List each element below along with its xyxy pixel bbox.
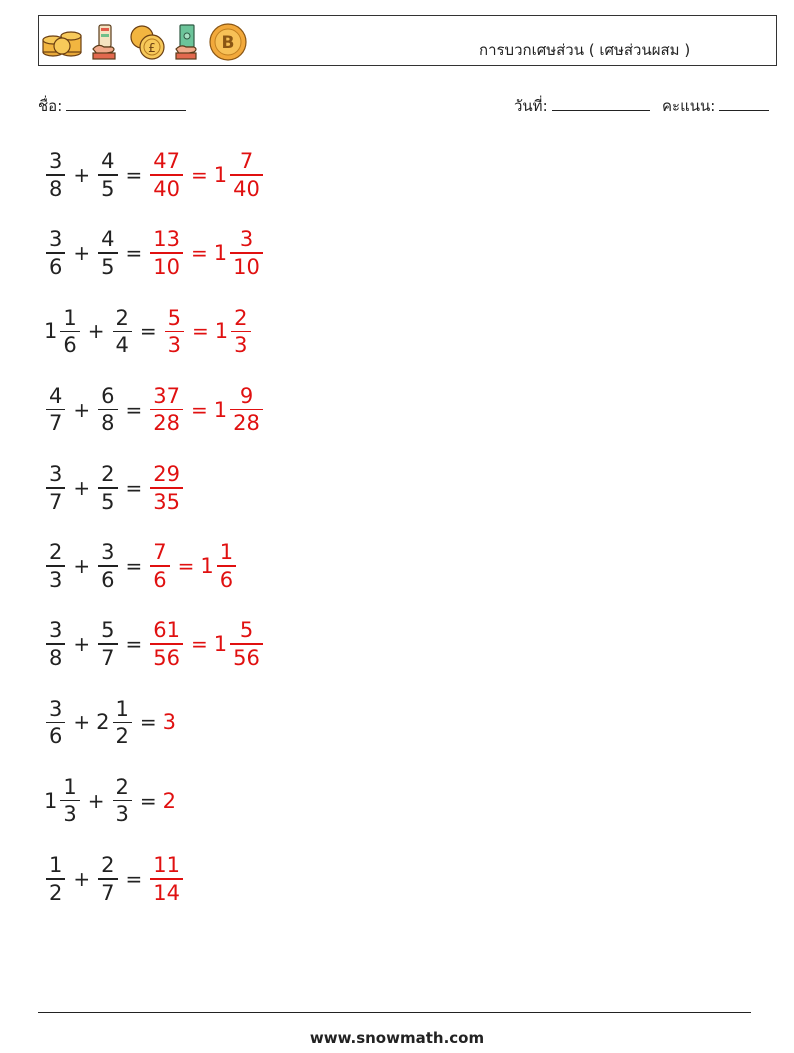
plus-sign: + <box>87 788 105 813</box>
addend-b <box>98 852 117 906</box>
addend-b <box>98 383 117 437</box>
addend-a-numerator: 3 <box>49 227 63 252</box>
answer-equals-sign: = <box>191 397 208 422</box>
name-blank[interactable] <box>66 95 186 111</box>
hand-cash-icon <box>174 23 200 61</box>
problem-row <box>44 690 177 754</box>
answer-mixed-denominator: 10 <box>233 254 260 279</box>
answer-fraction-numerator: 61 <box>153 618 181 643</box>
answer-fraction-denominator: 3 <box>167 333 182 358</box>
equals-sign: = <box>125 632 143 657</box>
answer-fraction-numerator: 11 <box>153 853 181 878</box>
addend-a-whole: 1 <box>44 788 58 813</box>
hand-card-icon <box>90 23 120 61</box>
answer-mixed-whole: 1 <box>213 632 228 657</box>
addend-b <box>113 305 132 359</box>
score-blank[interactable] <box>719 95 769 111</box>
name-field <box>38 94 186 118</box>
answer-mixed <box>230 383 263 437</box>
answer-mixed-numerator: 2 <box>234 305 248 330</box>
answer-fraction-denominator: 14 <box>153 880 181 905</box>
date-label: วันที่: <box>514 97 548 115</box>
answer <box>148 852 185 906</box>
answer-whole: 3 <box>162 710 177 735</box>
answer-mixed-numerator: 9 <box>239 383 254 408</box>
answer-equals-sign: = <box>191 241 208 266</box>
answer <box>163 305 253 359</box>
plus-sign: + <box>73 710 91 735</box>
equals-sign: = <box>125 554 143 578</box>
addend-b-numerator: 5 <box>101 618 115 643</box>
addend-b-denominator: 7 <box>101 645 115 670</box>
addend-a-numerator: 3 <box>49 618 63 643</box>
addend-a <box>46 852 65 906</box>
answer-mixed-whole: 1 <box>213 397 228 422</box>
svg-text:£: £ <box>148 41 156 55</box>
addend-b-denominator: 3 <box>115 802 129 827</box>
header-icons <box>42 21 256 63</box>
problem-row <box>44 612 265 676</box>
addend-a-denominator: 8 <box>49 645 63 670</box>
answer-fraction <box>150 461 183 515</box>
addend-a-numerator: 3 <box>49 462 63 487</box>
answer-mixed <box>230 226 263 280</box>
addend-a <box>46 617 65 671</box>
footer-url: www.snowmath.com <box>309 1029 485 1047</box>
addend-a-numerator: 2 <box>49 540 63 565</box>
addend-b-denominator: 5 <box>101 176 115 201</box>
addend-b <box>113 696 132 750</box>
answer-fraction <box>150 617 183 671</box>
plus-sign: + <box>73 163 91 187</box>
problem-row <box>44 847 185 911</box>
addend-a <box>60 774 79 828</box>
answer-fraction-numerator: 47 <box>153 149 181 174</box>
equals-sign: = <box>125 475 143 500</box>
answer-fraction-numerator: 5 <box>167 305 182 330</box>
plus-sign: + <box>73 241 91 266</box>
equals-sign: = <box>125 866 143 891</box>
addend-b-numerator: 1 <box>115 696 129 721</box>
worksheet-title: การบวกเศษส่วน ( เศษส่วนผสม ) <box>479 41 691 59</box>
problem-row <box>44 769 177 833</box>
answer <box>148 148 265 202</box>
addend-b-numerator: 2 <box>115 305 129 330</box>
addend-a-numerator: 1 <box>49 853 63 878</box>
coin-stack-icon <box>42 26 82 58</box>
answer-fraction-denominator: 10 <box>153 254 181 279</box>
answer-fraction-denominator: 6 <box>153 567 167 592</box>
answer-mixed-denominator: 3 <box>234 333 248 358</box>
name-label: ชื่อ: <box>38 97 63 115</box>
addend-b-denominator: 4 <box>115 333 129 358</box>
equals-sign: = <box>139 319 157 344</box>
addend-b <box>98 148 117 202</box>
addend-a <box>46 539 65 593</box>
answer-fraction-denominator: 35 <box>153 489 181 514</box>
problem-row <box>44 299 253 363</box>
addend-a <box>46 461 65 515</box>
equals-sign: = <box>125 397 143 422</box>
addend-b-numerator: 4 <box>101 227 115 252</box>
answer-fraction-denominator: 28 <box>153 411 181 436</box>
plus-sign: + <box>73 475 91 500</box>
addend-b-numerator: 4 <box>101 149 115 174</box>
addend-b-denominator: 6 <box>101 567 115 592</box>
addend-b-denominator: 5 <box>101 489 115 514</box>
plus-sign: + <box>73 632 91 657</box>
addend-b-denominator: 2 <box>115 724 129 749</box>
answer-fraction-numerator: 7 <box>153 540 167 565</box>
plus-sign: + <box>73 866 91 891</box>
addend-b <box>113 774 132 828</box>
answer-whole: 2 <box>162 788 177 813</box>
answer-mixed-numerator: 7 <box>239 149 254 174</box>
problem-row <box>44 378 265 442</box>
answer-mixed-numerator: 3 <box>239 227 254 252</box>
header-box <box>38 15 777 66</box>
coins-icon <box>128 23 166 61</box>
plus-sign: + <box>73 554 91 578</box>
date-field <box>514 94 650 118</box>
addend-a <box>46 696 65 750</box>
addend-a-numerator: 1 <box>63 305 77 330</box>
answer <box>148 383 265 437</box>
answer-mixed-denominator: 56 <box>233 645 260 670</box>
answer-fraction <box>150 226 183 280</box>
problem-row <box>44 221 265 285</box>
addend-a <box>46 226 65 280</box>
equals-sign: = <box>139 788 157 813</box>
addend-b <box>98 226 117 280</box>
addend-a-denominator: 7 <box>49 489 63 514</box>
answer-equals-sign: = <box>191 632 208 657</box>
addend-b-numerator: 2 <box>115 774 129 799</box>
answer <box>163 789 177 813</box>
addend-b <box>98 539 117 593</box>
addend-a-numerator: 3 <box>49 696 63 721</box>
addend-b-numerator: 3 <box>101 540 115 565</box>
addend-a-denominator: 8 <box>49 176 63 201</box>
answer-fraction <box>150 148 183 202</box>
answer-fraction-numerator: 13 <box>153 227 181 252</box>
date-blank[interactable] <box>552 95 650 111</box>
answer-mixed-numerator: 1 <box>219 540 234 565</box>
answer-mixed <box>230 617 263 671</box>
svg-text:B: B <box>221 33 235 53</box>
score-field <box>662 94 769 118</box>
answer-fraction-denominator: 40 <box>153 176 181 201</box>
addend-b-denominator: 8 <box>101 411 115 436</box>
answer-equals-sign: = <box>192 319 209 344</box>
equals-sign: = <box>139 710 157 735</box>
plus-sign: + <box>87 319 105 344</box>
addend-a-denominator: 6 <box>49 254 63 279</box>
addend-a <box>46 148 65 202</box>
answer-mixed-whole: 1 <box>213 241 228 266</box>
answer <box>148 617 265 671</box>
answer-fraction <box>150 539 169 593</box>
addend-a-denominator: 2 <box>49 880 63 905</box>
footer-divider <box>38 1012 751 1013</box>
answer <box>148 461 185 515</box>
addend-b <box>98 461 117 515</box>
addend-b-denominator: 7 <box>101 880 115 905</box>
addend-b-denominator: 5 <box>101 254 115 279</box>
addend-b <box>98 617 117 671</box>
addend-a <box>60 305 79 359</box>
addend-b-numerator: 2 <box>101 462 115 487</box>
answer <box>148 226 265 280</box>
problem-row <box>44 143 265 207</box>
answer-mixed <box>217 539 236 593</box>
addend-a-denominator: 3 <box>49 567 63 592</box>
problem-row <box>44 456 185 520</box>
score-label: คะแนน: <box>662 97 716 115</box>
answer-mixed <box>231 305 250 359</box>
answer-mixed-numerator: 5 <box>239 618 254 643</box>
problem-row <box>44 534 238 598</box>
answer-mixed-denominator: 28 <box>233 411 260 436</box>
answer-equals-sign: = <box>177 554 195 578</box>
addend-a-numerator: 3 <box>49 149 63 174</box>
addend-a <box>46 383 65 437</box>
addend-a-denominator: 3 <box>63 802 77 827</box>
addend-a-denominator: 6 <box>49 724 63 749</box>
answer-mixed-whole: 1 <box>200 554 214 578</box>
answer-mixed <box>230 148 263 202</box>
answer <box>148 539 238 593</box>
addend-a-denominator: 7 <box>49 411 63 436</box>
addend-b-numerator: 2 <box>101 853 115 878</box>
bitcoin-icon <box>208 22 248 62</box>
answer-fraction-denominator: 56 <box>153 645 181 670</box>
addend-b-whole: 2 <box>96 710 110 735</box>
equals-sign: = <box>125 241 143 266</box>
answer <box>163 710 177 734</box>
answer-fraction <box>150 852 183 906</box>
answer-fraction <box>150 383 183 437</box>
answer-mixed-denominator: 6 <box>219 567 234 592</box>
answer-fraction-numerator: 29 <box>153 462 181 487</box>
answer-mixed-whole: 1 <box>214 319 229 344</box>
answer-mixed-denominator: 40 <box>233 176 260 201</box>
answer-fraction <box>165 305 184 359</box>
addend-b-numerator: 6 <box>101 383 115 408</box>
plus-sign: + <box>73 397 91 422</box>
answer-equals-sign: = <box>191 163 208 187</box>
addend-a-numerator: 1 <box>63 774 77 799</box>
addend-a-numerator: 4 <box>49 383 63 408</box>
equals-sign: = <box>125 163 143 187</box>
addend-a-whole: 1 <box>44 319 58 344</box>
answer-mixed-whole: 1 <box>213 163 228 187</box>
answer-fraction-numerator: 37 <box>153 383 181 408</box>
addend-a-denominator: 6 <box>63 333 77 358</box>
